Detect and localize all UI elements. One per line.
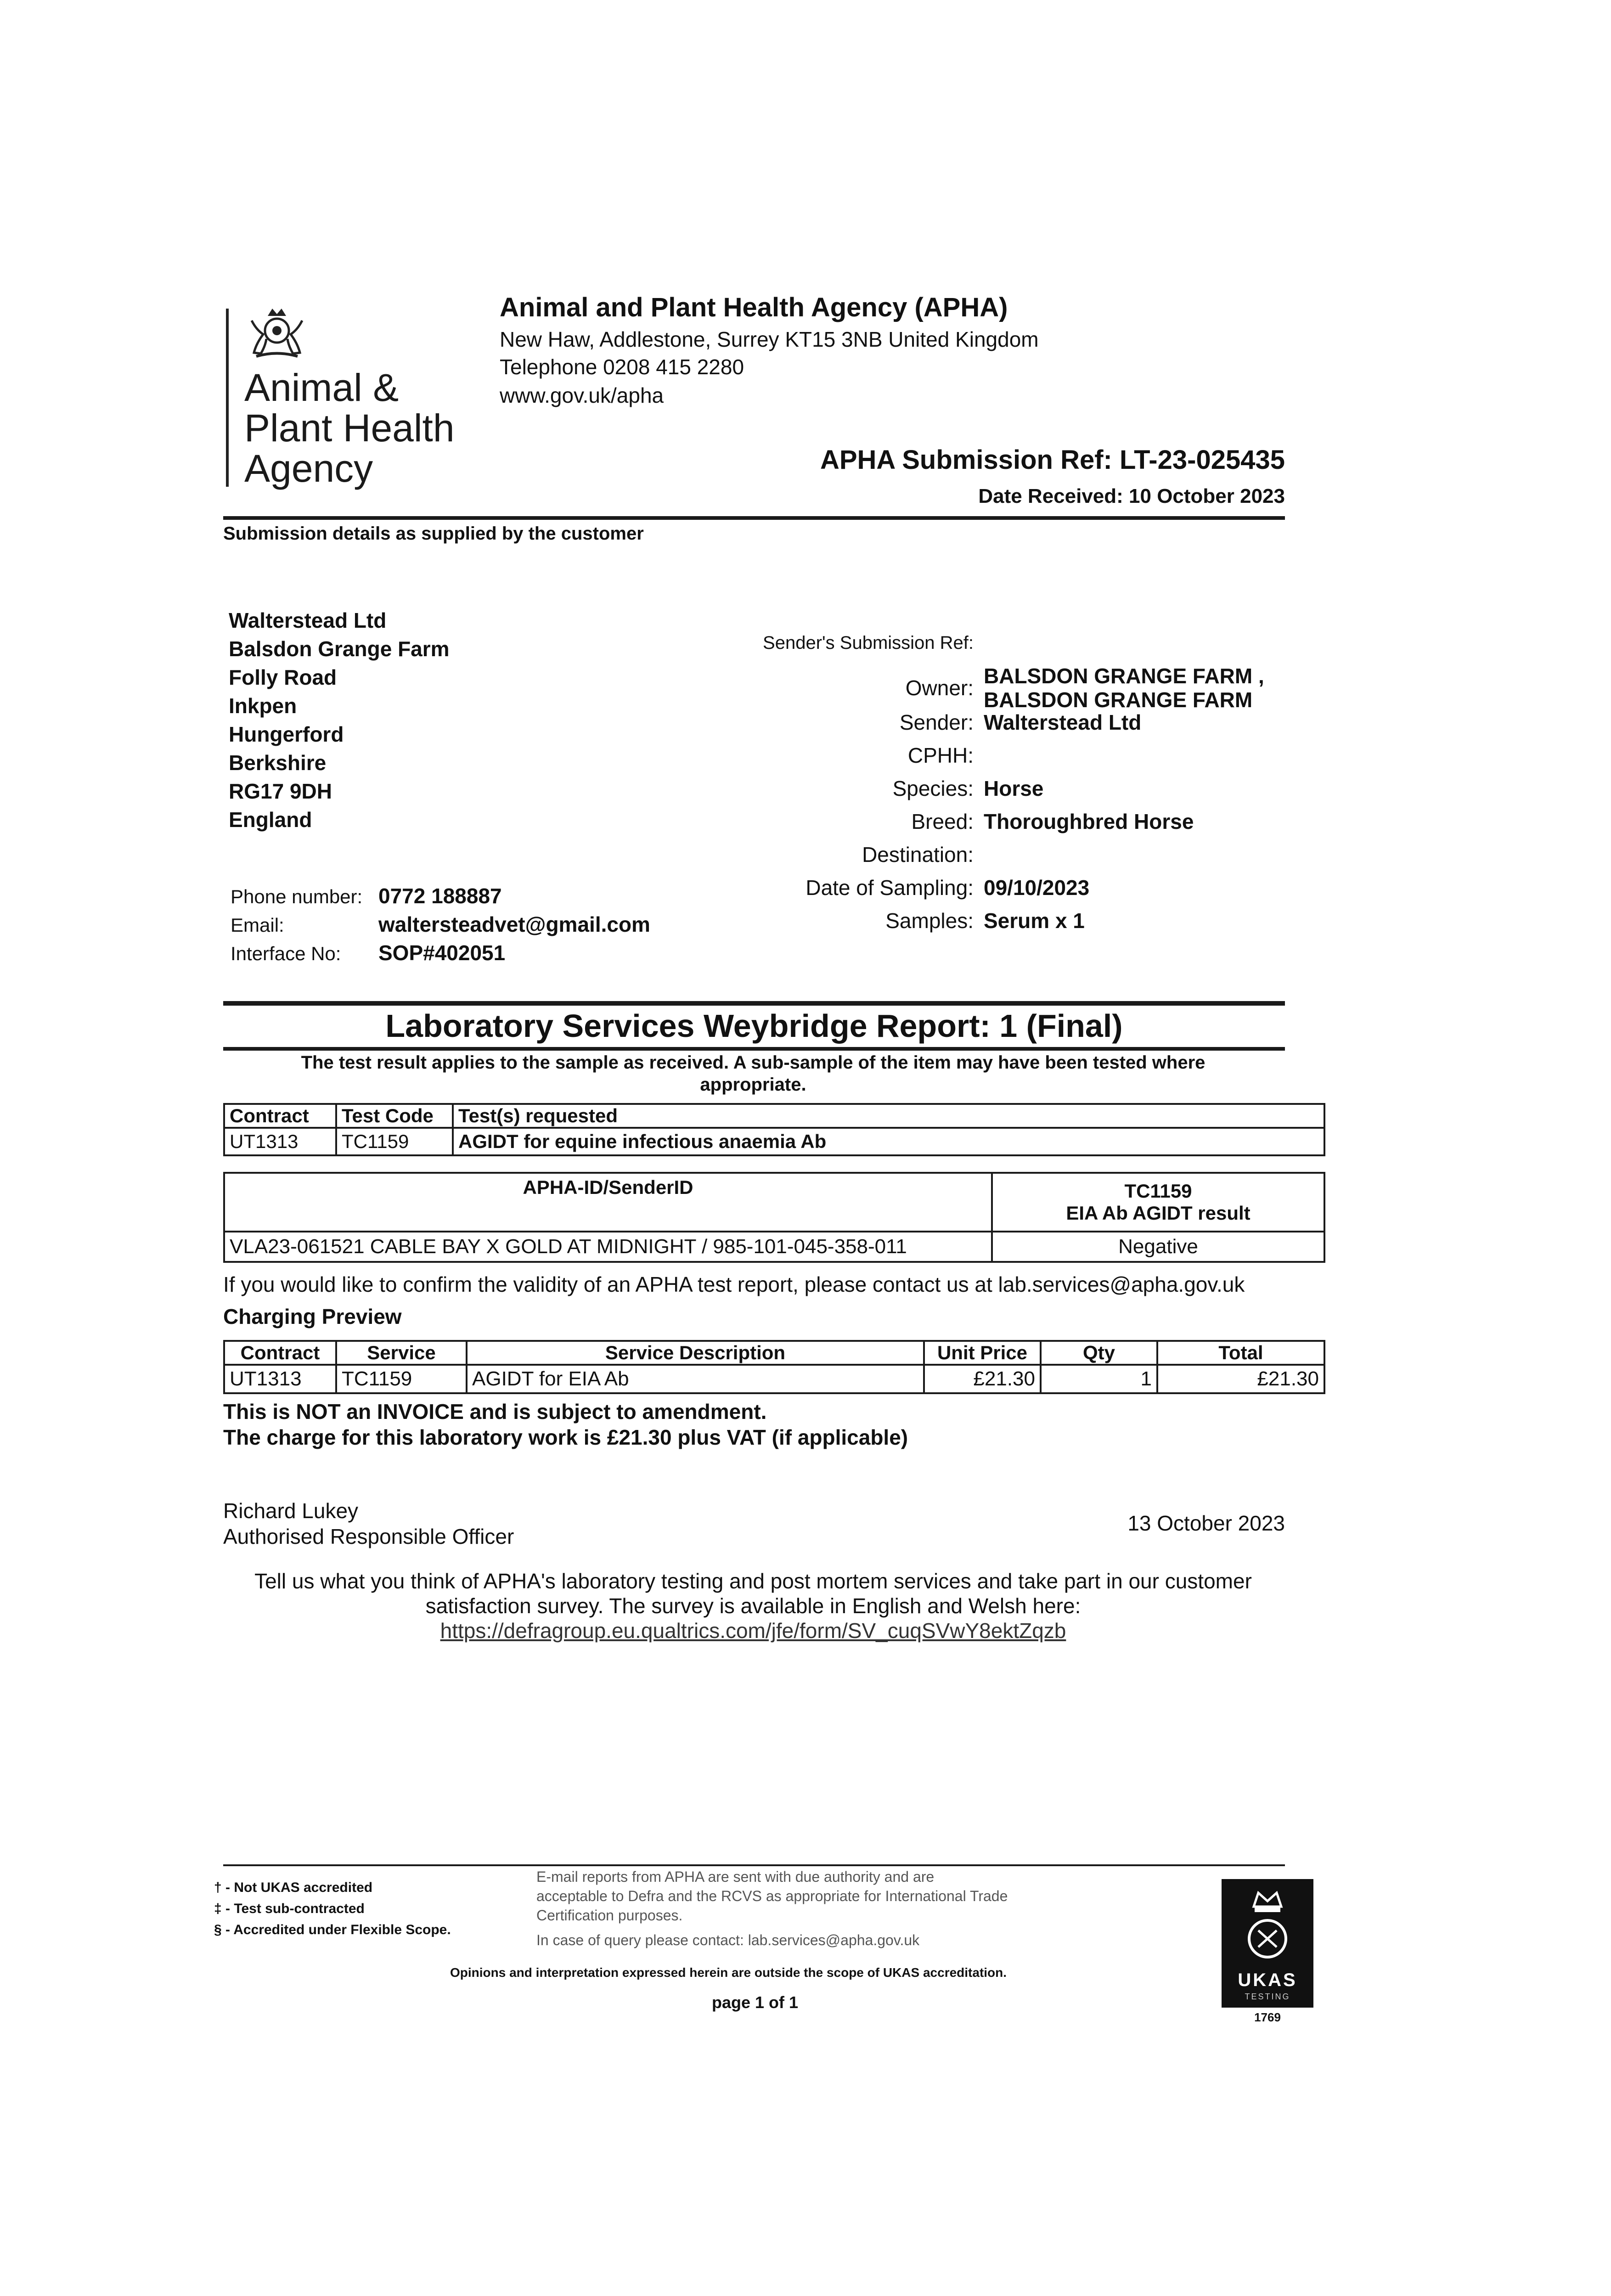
address-line: Balsdon Grange Farm [229, 637, 450, 661]
sender-value: Walterstead Ltd [984, 710, 1142, 734]
ukas-crown-icon [1222, 1879, 1313, 1966]
senders-ref-label: Sender's Submission Ref: [763, 633, 974, 653]
logo-text-line-1: Animal & [244, 366, 399, 409]
owner-line-1: BALSDON GRANGE FARM , [984, 664, 1264, 688]
header-total: Total [1157, 1341, 1324, 1365]
royal-crest-icon [242, 302, 311, 362]
owner-label: Owner: [905, 676, 974, 700]
email-note-line: Certification purposes. [536, 1907, 683, 1924]
customer-address [229, 606, 450, 834]
header-contract: Contract [224, 1341, 336, 1365]
footer-legend [214, 1877, 451, 1941]
org-address: New Haw, Addlestone, Surrey KT15 3NB United Kingdom [500, 327, 1039, 351]
cell-sample-id: VLA23-061521 CABLE BAY X GOLD AT MIDNIGHT / 985-101-045-358-011 [224, 1232, 992, 1262]
header-tests-requested: Test(s) requested [453, 1104, 1324, 1128]
submission-fields [735, 633, 1264, 941]
breed-value: Thoroughbred Horse [984, 810, 1194, 833]
breed-row [735, 809, 1264, 842]
cell-unit-price: £21.30 [924, 1365, 1041, 1393]
validity-text: If you would like to confirm the validity of an APHA test report, please contact us at lab.services@apha.gov.uk [223, 1272, 1245, 1296]
phone-label: Phone number: [231, 886, 363, 907]
owner-row [735, 666, 1264, 710]
cell-contract: UT1313 [224, 1365, 336, 1393]
address-line: Berkshire [229, 751, 327, 775]
email-value: waltersteadvet@gmail.com [378, 912, 650, 936]
header-contract: Contract [224, 1104, 336, 1128]
logo-text-line-2: Plant Health [244, 406, 455, 450]
legend-item: ‡ - Test sub-contracted [214, 1901, 365, 1916]
sampling-date-label: Date of Sampling: [806, 876, 974, 900]
destination-label: Destination: [862, 843, 974, 867]
email-note-line: E-mail reports from APHA are sent with due authority and are [536, 1868, 935, 1885]
invoice-notice [223, 1399, 908, 1450]
report-title: Laboratory Services Weybridge Report: 1 (Final) [385, 1008, 1123, 1044]
samples-row [735, 908, 1264, 941]
logo-text-line-3: Agency [244, 447, 373, 490]
signature-date: 13 October 2023 [1127, 1511, 1285, 1535]
destination-row [735, 842, 1264, 875]
address-line: England [229, 808, 312, 832]
table-header-row [224, 1173, 1324, 1232]
address-line: Hungerford [229, 722, 344, 746]
header-rule [223, 516, 1285, 520]
address-line: RG17 9DH [229, 779, 332, 803]
email-note-line: acceptable to Defra and the RCVS as appropriate for International Trade [536, 1888, 1008, 1904]
footer-rule [223, 1864, 1285, 1866]
charging-table [223, 1340, 1325, 1394]
result-table [223, 1172, 1325, 1263]
cell-qty: 1 [1041, 1365, 1157, 1393]
header-apha-id: APHA-ID/SenderID [224, 1173, 992, 1232]
org-name: Animal and Plant Health Agency (APHA) [500, 293, 1008, 322]
cell-contract: UT1313 [224, 1128, 336, 1155]
org-telephone: Telephone 0208 415 2280 [500, 355, 744, 379]
table-row [224, 1365, 1324, 1393]
samples-value: Serum x 1 [984, 909, 1085, 933]
owner-value [984, 664, 1264, 712]
report-note: The test result applies to the sample as received. A sub-sample of the item may have been tested where appropriate. [301, 1052, 1205, 1095]
sender-label: Sender: [899, 710, 974, 734]
address-line: Inkpen [229, 694, 297, 718]
interface-value: SOP#402051 [378, 941, 506, 965]
cell-result: Negative [992, 1232, 1324, 1262]
email-note-line: In case of query please contact: lab.services@apha.gov.uk [536, 1932, 920, 1948]
tests-requested-table [223, 1103, 1325, 1156]
table-row [224, 1128, 1324, 1155]
cell-service-description: AGIDT for EIA Ab [467, 1365, 924, 1393]
address-line: Walterstead Ltd [229, 608, 387, 632]
header-service-description: Service Description [467, 1341, 924, 1365]
ukas-word: UKAS [1238, 1970, 1297, 1990]
charge-text: The charge for this laboratory work is £21.30 plus VAT (if applicable) [223, 1425, 908, 1449]
cphh-label: CPHH: [907, 743, 974, 767]
ukas-badge [1222, 1879, 1313, 2008]
table-header-row [224, 1341, 1324, 1365]
org-website: www.gov.uk/apha [500, 383, 664, 407]
interface-label: Interface No: [231, 943, 341, 964]
report-rule-bottom [223, 1047, 1285, 1051]
email-row [231, 912, 650, 940]
table-row [224, 1232, 1324, 1262]
ukas-testing: TESTING [1245, 1992, 1290, 2001]
email-note [536, 1867, 1008, 1950]
species-value: Horse [984, 777, 1044, 800]
phone-row [231, 884, 502, 912]
header-result-test: EIA Ab AGIDT result [1066, 1202, 1250, 1224]
cell-test-requested: AGIDT for equine infectious anaemia Ab [453, 1128, 1324, 1155]
species-label: Species: [892, 777, 974, 800]
report-rule-top [223, 1001, 1285, 1006]
breed-label: Breed: [911, 810, 974, 833]
cphh-row [735, 743, 1264, 776]
header-unit-price: Unit Price [924, 1341, 1041, 1365]
header-result-code: TC1159 [1124, 1180, 1192, 1202]
cell-service: TC1159 [336, 1365, 467, 1393]
legend-item: † - Not UKAS accredited [214, 1880, 373, 1895]
officer-name: Richard Lukey [223, 1499, 359, 1523]
opinions-disclaimer: Opinions and interpretation expressed herein are outside the scope of UKAS accreditation. [450, 1965, 1007, 1980]
samples-label: Samples: [885, 909, 974, 933]
header-test-code: Test Code [336, 1104, 453, 1128]
officer-block [223, 1498, 514, 1549]
officer-role: Authorised Responsible Officer [223, 1525, 514, 1548]
not-invoice-text: This is NOT an INVOICE and is subject to amendment. [223, 1400, 767, 1424]
cell-test-code: TC1159 [336, 1128, 453, 1155]
cell-total: £21.30 [1157, 1365, 1324, 1393]
survey-line-1: Tell us what you think of APHA's laboratory testing and post mortem services and take part in our customer [254, 1569, 1252, 1593]
header-qty: Qty [1041, 1341, 1157, 1365]
legend-item: § - Accredited under Flexible Scope. [214, 1922, 451, 1937]
phone-value: 0772 188887 [378, 884, 502, 908]
sender-row [735, 710, 1264, 743]
submission-ref: APHA Submission Ref: LT-23-025435 [820, 445, 1285, 475]
interface-row [231, 940, 505, 969]
header-service: Service [336, 1341, 467, 1365]
email-note-gap [536, 1925, 1008, 1930]
survey-line-2: satisfaction survey. The survey is available in English and Welsh here: [425, 1594, 1081, 1618]
ukas-number: 1769 [1254, 2010, 1281, 2024]
sampling-date-row [735, 875, 1264, 908]
senders-ref-row [735, 633, 1264, 666]
email-label: Email: [231, 914, 284, 936]
sampling-date-value: 09/10/2023 [984, 876, 1090, 900]
page-number: page 1 of 1 [712, 1993, 799, 2012]
header-result [992, 1173, 1324, 1232]
submission-details-label: Submission details as supplied by the customer [223, 523, 644, 544]
owner-line-2: BALSDON GRANGE FARM [984, 688, 1253, 712]
table-header-row [224, 1104, 1324, 1128]
date-received: Date Received: 10 October 2023 [978, 485, 1285, 507]
survey-block [220, 1569, 1286, 1643]
logo-divider [226, 309, 229, 487]
charging-title: Charging Preview [223, 1305, 402, 1328]
address-line: Folly Road [229, 665, 337, 689]
survey-link[interactable]: https://defragroup.eu.qualtrics.com/jfe/form/SV_cuqSVwY8ektZqzb [440, 1619, 1066, 1643]
species-row [735, 776, 1264, 809]
